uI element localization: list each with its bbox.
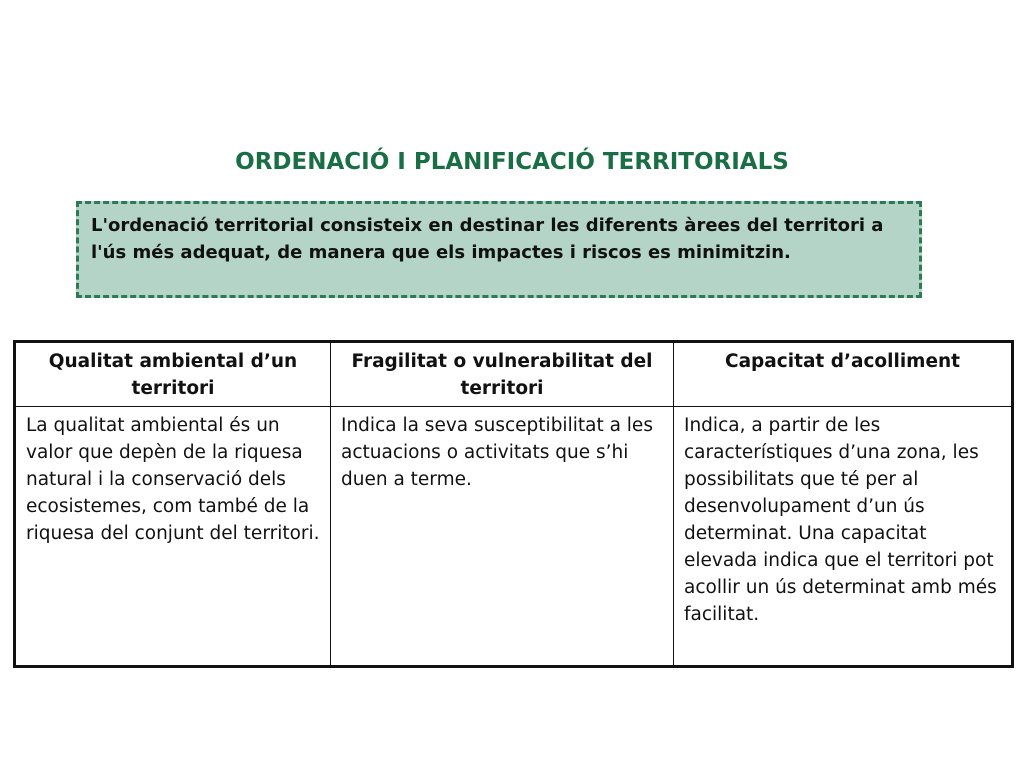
table-row bbox=[15, 407, 1013, 667]
cell-capacitat-acolliment: Indica, a partir de les característiques d’una zona, les possibilitats que té per al desenvolupament d’un ús determinat. Una capacitat elevada indica que el territori pot acollir un ús determinat amb més facilitat. bbox=[674, 407, 1013, 667]
header-fragilitat: Fragilitat o vulnerabilitat del territori bbox=[331, 342, 674, 407]
definition-callout bbox=[76, 201, 922, 298]
cell-fragilitat: Indica la seva susceptibilitat a les actuacions o activitats que s’hi duen a terme. bbox=[331, 407, 674, 667]
cell-qualitat-ambiental: La qualitat ambiental és un valor que depèn de la riquesa natural i la conservació dels ecosistemes, com també de la riquesa del conjunt del territori. bbox=[15, 407, 331, 667]
definition-text: L'ordenació territorial consisteix en destinar les diferents àrees del territori a l'ús més adequat, de manera que els impactes i riscos es minimitzin. bbox=[91, 215, 884, 263]
page-title: ORDENACIÓ I PLANIFICACIÓ TERRITORIALS bbox=[235, 149, 789, 175]
header-capacitat-acolliment: Capacitat d’acolliment bbox=[674, 342, 1013, 407]
header-qualitat-ambiental: Qualitat ambiental d’un territori bbox=[15, 342, 331, 407]
concepts-table bbox=[13, 340, 1014, 668]
table-header-row bbox=[15, 342, 1013, 407]
